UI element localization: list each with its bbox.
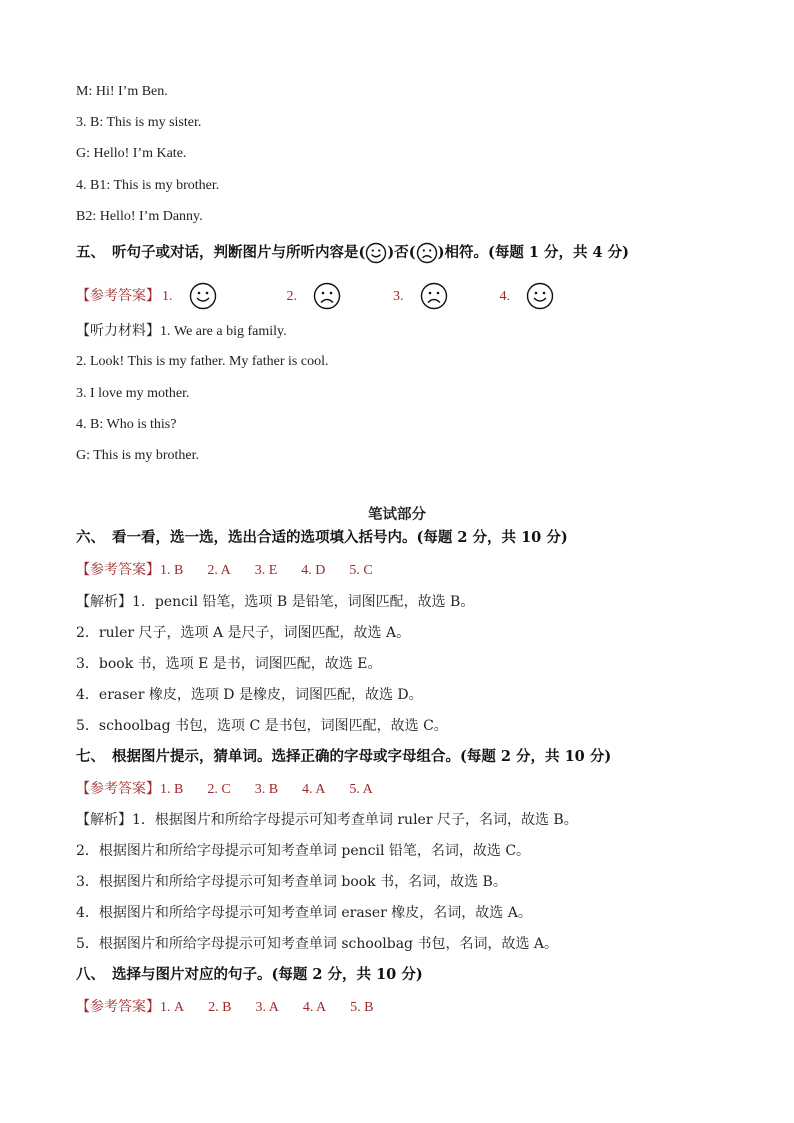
answer-item: 1. B bbox=[160, 782, 184, 797]
answer-number: 2. bbox=[286, 289, 297, 304]
dialogue-line: M: Hi! I’m Ben. bbox=[76, 84, 168, 99]
answer-item: 5. B bbox=[350, 1000, 374, 1015]
analysis-line bbox=[76, 811, 578, 829]
answer-label: 【参考答案】 bbox=[76, 288, 160, 304]
listening-material-line: 3. I love my mother. bbox=[76, 386, 190, 401]
answer-label: 【参考答案】 bbox=[76, 562, 160, 578]
section-8-answers bbox=[76, 998, 374, 1017]
answer-item: 1. A bbox=[160, 1000, 185, 1015]
smile-icon bbox=[189, 282, 217, 310]
section-number: 六、 bbox=[76, 529, 105, 546]
answer-item: 3. E bbox=[254, 563, 278, 578]
material-text: 1. We are a big family. bbox=[160, 324, 287, 339]
smile-icon bbox=[365, 242, 387, 264]
analysis-text: 1．pencil 铅笔，选项 B 是铅笔，词图匹配，故选 B。 bbox=[132, 594, 475, 610]
answer-label: 【参考答案】 bbox=[76, 999, 160, 1015]
answer-number: 4. bbox=[499, 289, 510, 304]
section-7-answers bbox=[76, 780, 373, 799]
section-number: 八、 bbox=[76, 966, 105, 983]
dialogue-line: G: Hello! I’m Kate. bbox=[76, 146, 187, 161]
analysis-line: 4．eraser 橡皮，选项 D 是橡皮，词图匹配，故选 D。 bbox=[76, 687, 423, 703]
material-label: 【听力材料】 bbox=[76, 323, 160, 339]
answer-item: 4. A bbox=[302, 782, 326, 797]
analysis-line: 4．根据图片和所给字母提示可知考查单词 eraser 橡皮，名词，故选 A。 bbox=[76, 905, 532, 921]
analysis-line bbox=[76, 593, 474, 611]
section-5-heading bbox=[76, 242, 629, 264]
answer-number: 1. bbox=[162, 289, 173, 304]
answer-item: 4. D bbox=[301, 563, 326, 578]
section-6-answers bbox=[76, 561, 373, 580]
section-title-part: 听句子或对话，判断图片与所听内容是( bbox=[112, 244, 366, 261]
dialogue-line: B2: Hello! I’m Danny. bbox=[76, 209, 203, 224]
frown-icon bbox=[313, 282, 341, 310]
section-title: 看一看，选一选，选出合适的选项填入括号内。(每题 2 分，共 10 分) bbox=[112, 529, 568, 546]
dialogue-line: 3. B: This is my sister. bbox=[76, 115, 202, 130]
answer-number: 3. bbox=[393, 289, 404, 304]
answer-item: 2. C bbox=[207, 782, 231, 797]
analysis-label: 【解析】 bbox=[76, 594, 132, 610]
listening-material-line: 2. Look! This is my father. My father is cool. bbox=[76, 354, 329, 369]
answer-item: 1. B bbox=[160, 563, 184, 578]
answer-item: 2. A bbox=[207, 563, 231, 578]
section-title-part: )否( bbox=[387, 244, 416, 261]
answer-item: 4. A bbox=[302, 1000, 327, 1015]
frown-icon bbox=[420, 282, 448, 310]
frown-icon bbox=[416, 242, 438, 264]
analysis-label: 【解析】 bbox=[76, 812, 132, 828]
analysis-line: 2．根据图片和所给字母提示可知考查单词 pencil 铅笔，名词，故选 C。 bbox=[76, 843, 531, 859]
section-number: 七、 bbox=[76, 748, 105, 765]
analysis-line: 3．根据图片和所给字母提示可知考查单词 book 书，名词，故选 B。 bbox=[76, 874, 507, 890]
section-7-heading bbox=[76, 748, 611, 766]
section-number: 五、 bbox=[76, 244, 105, 261]
analysis-text: 1．根据图片和所给字母提示可知考查单词 ruler 尺子，名词，故选 B。 bbox=[132, 812, 578, 828]
written-part-title: 笔试部分 bbox=[368, 506, 426, 523]
listening-material-line bbox=[76, 322, 287, 341]
analysis-line: 3．book 书，选项 E 是书，词图匹配，故选 E。 bbox=[76, 656, 382, 672]
analysis-line: 2．ruler 尺子，选项 A 是尺子，词图匹配，故选 A。 bbox=[76, 625, 411, 641]
dialogue-line: 4. B1: This is my brother. bbox=[76, 178, 220, 193]
answer-item: 5. C bbox=[349, 563, 373, 578]
answer-label: 【参考答案】 bbox=[76, 781, 160, 797]
smile-icon bbox=[526, 282, 554, 310]
answer-item: 3. B bbox=[254, 782, 279, 797]
section-8-heading bbox=[76, 966, 423, 984]
listening-material-line: G: This is my brother. bbox=[76, 448, 200, 463]
analysis-line: 5．根据图片和所给字母提示可知考查单词 schoolbag 书包，名词，故选 A。 bbox=[76, 936, 559, 952]
section-5-answers bbox=[76, 282, 554, 308]
section-title: 选择与图片对应的句子。(每题 2 分，共 10 分) bbox=[112, 966, 423, 983]
analysis-line: 5．schoolbag 书包，选项 C 是书包，词图匹配，故选 C。 bbox=[76, 718, 448, 734]
answer-item: 3. A bbox=[255, 1000, 279, 1015]
listening-material-line: 4. B: Who is this? bbox=[76, 417, 177, 432]
answer-item: 2. B bbox=[208, 1000, 232, 1015]
answer-item: 5. A bbox=[349, 782, 373, 797]
section-title-part: )相符。(每题 1 分，共 4 分) bbox=[437, 244, 630, 261]
section-6-heading bbox=[76, 529, 568, 547]
section-title: 根据图片提示，猜单词。选择正确的字母或字母组合。(每题 2 分，共 10 分) bbox=[112, 748, 612, 765]
